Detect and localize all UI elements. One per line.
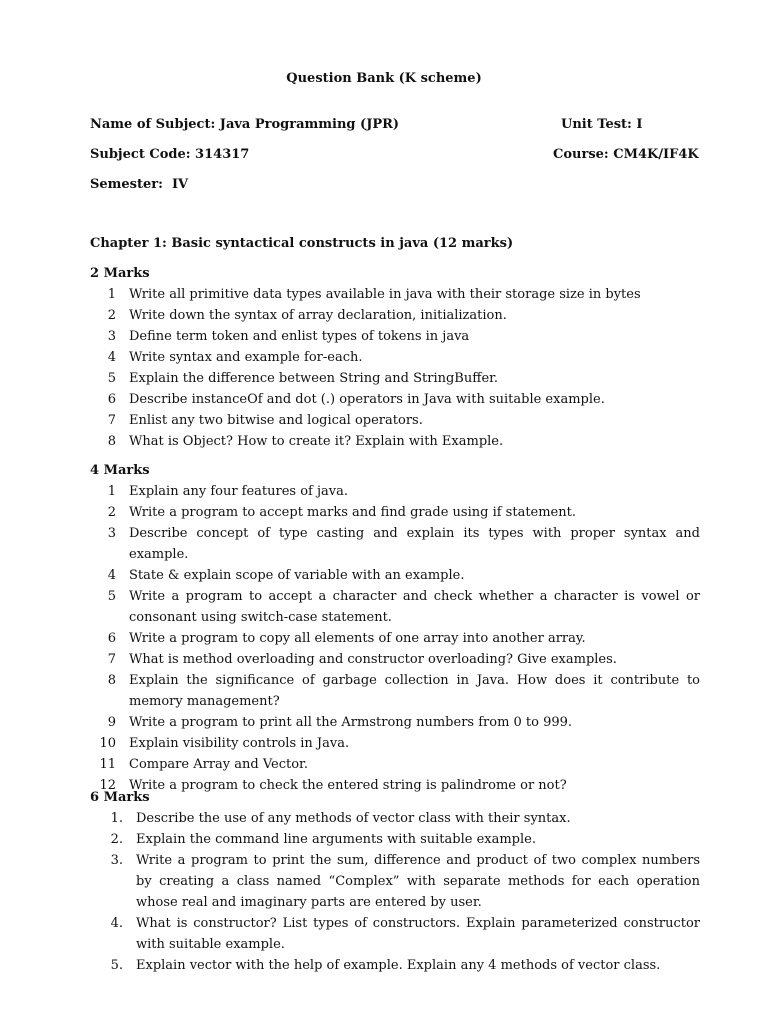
question-text: Define term token and enlist types of tokens in java — [129, 329, 470, 344]
question-text: Write down the syntax of array declaration, initialization. — [129, 308, 507, 323]
question-number: 8 — [107, 434, 116, 449]
question-number: 12 — [99, 778, 116, 793]
question-text: Write a program to copy all elements of one array into another array. — [129, 631, 586, 646]
question-number: 6 — [107, 392, 116, 407]
page-title: Question Bank (K scheme) — [286, 71, 482, 86]
question-text: Describe the use of any methods of vector class with their syntax. — [136, 811, 571, 826]
chapter-heading: Chapter 1: Basic syntactical constructs in java (12 marks) — [90, 236, 514, 251]
question-text: Explain any four features of java. — [129, 484, 349, 499]
question-item — [0, 410, 700, 431]
question-list-2-marks — [0, 284, 768, 452]
question-number: 3 — [107, 329, 116, 344]
question-text: Explain the difference between String and StringBuffer. — [129, 371, 499, 386]
unit-test: Unit Test: I — [561, 117, 643, 132]
question-text: Write all primitive data types available in java with their storage size in bytes — [129, 287, 641, 302]
question-number: 8 — [107, 673, 116, 688]
question-item — [0, 808, 700, 829]
question-number: 1 — [107, 287, 116, 302]
question-item — [0, 326, 700, 347]
question-item — [0, 733, 700, 754]
question-number: 11 — [99, 757, 116, 772]
question-number: 10 — [99, 736, 116, 751]
question-number: 5. — [110, 958, 123, 973]
question-item — [0, 347, 700, 368]
semester: Semester: IV — [90, 177, 189, 192]
question-item — [0, 586, 700, 628]
question-number: 4 — [107, 350, 116, 365]
question-text: Compare Array and Vector. — [129, 757, 308, 772]
section-heading-6-marks: 6 Marks — [90, 790, 150, 805]
question-item — [0, 649, 700, 670]
question-item — [0, 523, 700, 565]
question-number: 3. — [110, 853, 123, 868]
question-number: 7 — [107, 652, 116, 667]
question-number: 3 — [107, 526, 116, 541]
question-number: 2 — [107, 308, 116, 323]
question-text: Write a program to check the entered string is palindrome or not? — [129, 778, 567, 793]
question-text: What is constructor? List types of constructors. Explain parameterized constructor with suitable example. — [136, 916, 700, 952]
question-item — [0, 754, 700, 775]
question-item — [0, 670, 700, 712]
question-text: Write a program to print all the Armstrong numbers from 0 to 999. — [129, 715, 573, 730]
question-text: Write a program to print the sum, difference and product of two complex numbers by creating a class named “Complex” with separate methods for each operation whose real and imaginary parts are entered by user. — [136, 853, 700, 910]
question-number: 6 — [107, 631, 116, 646]
question-item — [0, 368, 700, 389]
question-number: 7 — [107, 413, 116, 428]
question-number: 9 — [107, 715, 116, 730]
question-number: 2. — [110, 832, 123, 847]
question-item — [0, 502, 700, 523]
subject-name: Name of Subject: Java Programming (JPR) — [90, 117, 400, 132]
question-text: Write a program to accept a character and check whether a character is vowel or consonant using switch-case statement. — [129, 589, 700, 625]
question-item — [0, 431, 700, 452]
question-text: Explain the command line arguments with suitable example. — [136, 832, 536, 847]
question-text: Write syntax and example for-each. — [129, 350, 363, 365]
question-text: What is Object? How to create it? Explain with Example. — [129, 434, 504, 449]
section-heading-2-marks: 2 Marks — [90, 266, 150, 281]
question-item — [0, 913, 700, 955]
question-text: Explain the significance of garbage collection in Java. How does it contribute to memory management? — [129, 673, 700, 709]
course: Course: CM4K/IF4K — [553, 147, 699, 162]
question-item — [0, 565, 700, 586]
question-text: Explain vector with the help of example. Explain any 4 methods of vector class. — [136, 958, 661, 973]
question-item — [0, 305, 700, 326]
subject-code: Subject Code: 314317 — [90, 147, 250, 162]
question-number: 4. — [110, 916, 123, 931]
question-number: 5 — [107, 589, 116, 604]
question-number: 4 — [107, 568, 116, 583]
section-heading-4-marks: 4 Marks — [90, 463, 150, 478]
question-text: What is method overloading and constructor overloading? Give examples. — [129, 652, 617, 667]
question-text: Enlist any two bitwise and logical operators. — [129, 413, 423, 428]
question-item — [0, 955, 700, 976]
question-text: Write a program to accept marks and find grade using if statement. — [129, 505, 576, 520]
question-item — [0, 481, 700, 502]
question-number: 1. — [110, 811, 123, 826]
question-text: State & explain scope of variable with an example. — [129, 568, 465, 583]
question-text: Explain visibility controls in Java. — [129, 736, 350, 751]
question-item — [0, 829, 700, 850]
question-list-6-marks — [0, 808, 768, 976]
question-number: 2 — [107, 505, 116, 520]
question-item — [0, 712, 700, 733]
question-item — [0, 628, 700, 649]
question-item — [0, 850, 700, 913]
question-item — [0, 284, 700, 305]
question-list-4-marks — [0, 481, 768, 796]
question-number: 5 — [107, 371, 116, 386]
question-text: Describe concept of type casting and explain its types with proper syntax and example. — [129, 526, 700, 562]
question-item — [0, 389, 700, 410]
question-text: Describe instanceOf and dot (.) operators in Java with suitable example. — [129, 392, 605, 407]
question-number: 1 — [107, 484, 116, 499]
